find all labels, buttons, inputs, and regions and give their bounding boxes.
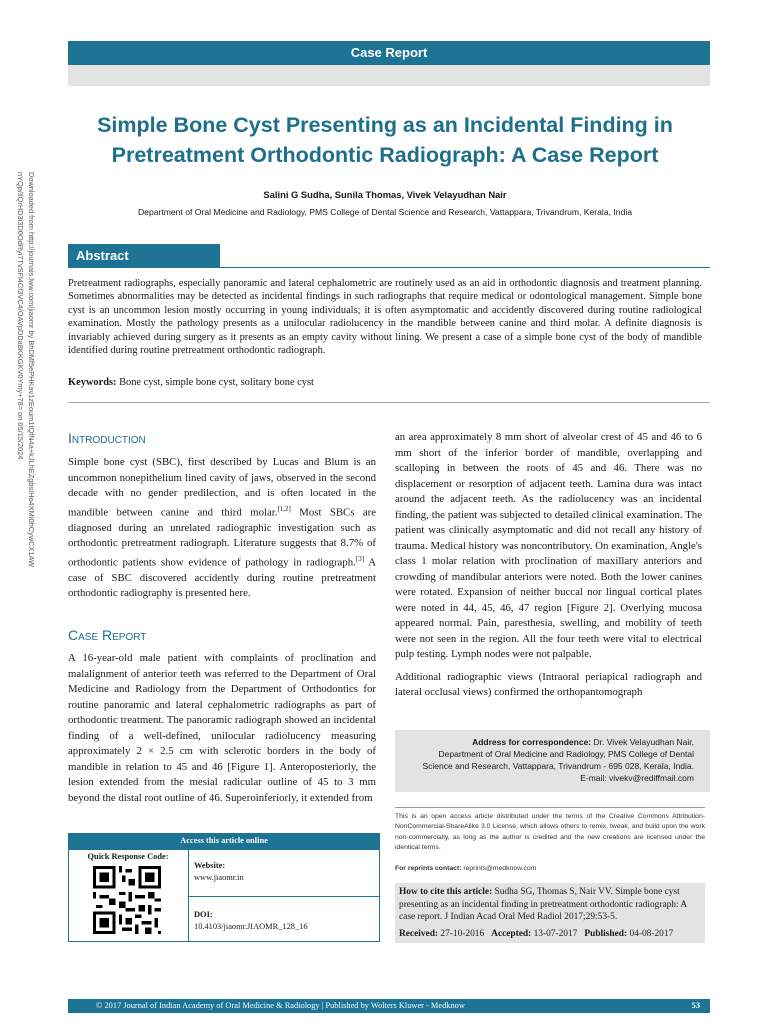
intro-part1: Simple bone cyst (SBC), first described by Lucas and Blum is an uncommon nonepithelium lined cavity of jaws, observed in the second decade with no gender predilection, and is often located in the mandible between canine and third molar. xyxy=(68,456,376,519)
article-title: Simple Bone Cyst Presenting as an Incidental Finding in Pretreatment Orthodontic Radiograph: A Case Report xyxy=(97,113,673,167)
case-report-para2: an area approximately 8 mm short of alveolar crest of 45 and 46 to 6 mm short of the inferior border of mandible, overlapping and scalloping in between the roots of 45 and 46. There was no displacement or resorption of adjacent teeth. Lamina dura was intact around the adjacent teeth. As the radiolucency was an incidental finding, the patient was subjected to detailed clinical examination. The patient was clinically asymptomatic and did not recall any history of trauma. Medical history was noncontributory. On examination, Angle's class 1 molar relation with proclination of maxillary anteriors and crowding of mandibular anteriors were noted. Both the lower canines were rotated. Expansion of neither buccal nor lingual cortical plates were noted in 44, 45, 46, 47 region [Figure 2]. Overlying mucosa appeared normal. Pain, paresthesia, swelling, and mobility of teeth were not seen in the region. All the four teeth were vital to electrical pulp testing. Lymph nodes were not palpable. xyxy=(395,431,702,660)
page-footer xyxy=(68,999,710,1013)
access-heading: Access this article online xyxy=(68,833,380,849)
keywords xyxy=(68,377,702,388)
correspondence-text xyxy=(398,736,694,784)
case-report-text xyxy=(68,651,376,806)
case-report-heading: Case Report xyxy=(68,627,147,643)
intro-part3: A case of SBC discovered accidently during routine pretreatment orthodontic radiography is presented here. xyxy=(68,556,376,600)
page-number: 53 xyxy=(691,1001,700,1010)
qr-label: Quick Response Code: xyxy=(87,852,169,861)
abstract-text: Pretreatment radiographs, especially panoramic and lateral cephalometric are routinely used as an aid in orthodontic diagnosis and treatment planning. Sometimes abnormalities may be detected as incidental findings in such radiographs that require medical or odontological management. Simple bone cyst is an uncommon lesion mostly occurring in young individuals; it is often asymptomatic and accidently discovered during routine radiological examination. Mostly the pathology presents as a unilocular radiolucency in the mandible between canine and third molar. A definite diagnosis is invariably achieved during surgery as it presents as an empty cavity without lining. We present a case of a simple bone cyst of the body of mandible identified during routine pretreatment orthodontic radiograph. xyxy=(68,278,702,357)
download-notice-line1: Downloaded from http://journals.lww.com/jiaomr by BhDMf5ePHKav1zEoum1tQfN4a+kJLhEZgbsIHo4XMi0hCywCX1AW xyxy=(27,172,36,568)
citation-text xyxy=(399,886,701,924)
correspondence-line2: Department of Oral Medicine and Radiology, PMS College of Dental xyxy=(438,749,694,759)
citation-value: Sudha SG, Thomas S, Nair VV. Simple bone cyst presenting as an incidental finding in pretreatment orthodontic radiograph: A case report. J Indian Acad Oral Med Radiol 2017;29:53-5. xyxy=(399,887,687,923)
case-report-para1: A 16-year-old male patient with complaints of proclination and malalignment of anterior teeth was referred to the Department of Oral Medicine and Radiology from the Department of Orthodontics for routine panoramic and lateral cephalometric radiographs as part of orthodontic treatment. The panoramic radiograph showed an incidental finding of a well-defined, unilocular radiolucency measuring approximately 2 × 2.5 cm with sclerotic borders in the body of mandible in relation to 45 and 46 [Figure 1]. Anteroposteriorly, the lesion extended from the mesial radicular outline of 45 to 3 mm beyond the distal root outline of 46. Superoinferiorly, it extended from xyxy=(68,652,376,804)
received-date: 27-10-2016 xyxy=(440,929,485,939)
reprints-label: For reprints contact: xyxy=(395,865,462,872)
footer-text: © 2017 Journal of Indian Academy of Oral Medicine & Radiology | Published by Wolters Kluwer - Medknow xyxy=(96,1001,465,1010)
accepted-label: Accepted: xyxy=(491,929,532,939)
received-label: Received: xyxy=(399,929,439,939)
download-notice-line2: nYQp/IlQrHD3i3D0OdRyi7TvSFl4Cf3VC4/OAVpDDa8KKGKV0Ymy+78= on 05/15/2024 xyxy=(16,172,25,460)
doi-label: DOI: xyxy=(194,910,213,919)
case-report-continued xyxy=(395,430,702,701)
correspondence-email: E-mail: vivekv@rediffmail.com xyxy=(580,773,694,783)
accepted-date: 13-07-2017 xyxy=(533,929,578,939)
citation-label: How to cite this article: xyxy=(399,887,493,897)
introduction-heading: Introduction xyxy=(68,430,146,446)
section-banner: Case Report xyxy=(68,41,710,65)
introduction-text xyxy=(68,455,376,602)
website-label: Website: xyxy=(194,861,226,870)
affiliation: Department of Oral Medicine and Radiology, PMS College of Dental Science and Research, Vattappara, Trivandrum, Kerala, India xyxy=(137,207,633,217)
doi-link[interactable]: 10.4103/jiaomr.JIAOMR_128_16 xyxy=(194,922,308,931)
license-text: This is an open access article distributed under the terms of the Creative Commons Attribution-NonCommercial-ShareAlike 3.0 License, which allows others to remix, tweak, and build upon the work non-commercially, as long as the author is credited and the new creations are licensed under the identical terms. xyxy=(395,813,705,852)
authors: Salini G Sudha, Sunila Thomas, Vivek Velayudhan Nair xyxy=(263,189,507,200)
qr-code[interactable] xyxy=(93,866,161,934)
intro-ref2: [3] xyxy=(355,554,365,563)
correspondence-label: Address for correspondence: xyxy=(472,737,592,747)
correspondence-name: Dr. Vivek Velayudhan Nair, xyxy=(593,737,694,747)
citation-dates xyxy=(399,929,701,939)
keywords-value: Bone cyst, simple bone cyst, solitary bone cyst xyxy=(119,377,314,388)
correspondence-line3: Science and Research, Vattappara, Trivandrum - 695 028, Kerala, India. xyxy=(422,761,694,771)
banner-gray-strip xyxy=(68,65,710,86)
abstract-rule xyxy=(220,267,710,268)
case-report-para3: Additional radiographic views (Intraoral periapical radiograph and lateral occlusal views) confirmed the orthopantomograph xyxy=(395,670,702,698)
reprints xyxy=(395,865,705,872)
website-link[interactable]: www.jiaomr.in xyxy=(194,873,244,882)
published-label: Published: xyxy=(584,929,628,939)
published-date: 04-08-2017 xyxy=(629,929,674,939)
divider xyxy=(68,402,710,403)
keywords-label: Keywords: xyxy=(68,377,117,388)
abstract-heading: Abstract xyxy=(68,244,220,268)
intro-part2: Most SBCs are diagnosed during an unrelated radiographic investigation such as orthodontic pretreatment radiograph. Literature suggests that 8.7% of orthodontic patients show evidence of pathology in radiograph. xyxy=(68,506,376,569)
intro-ref1: [1,2] xyxy=(277,504,291,513)
access-hline xyxy=(189,896,379,897)
reprints-email: reprints@medknow.com xyxy=(463,865,537,872)
license-rule xyxy=(395,807,705,808)
